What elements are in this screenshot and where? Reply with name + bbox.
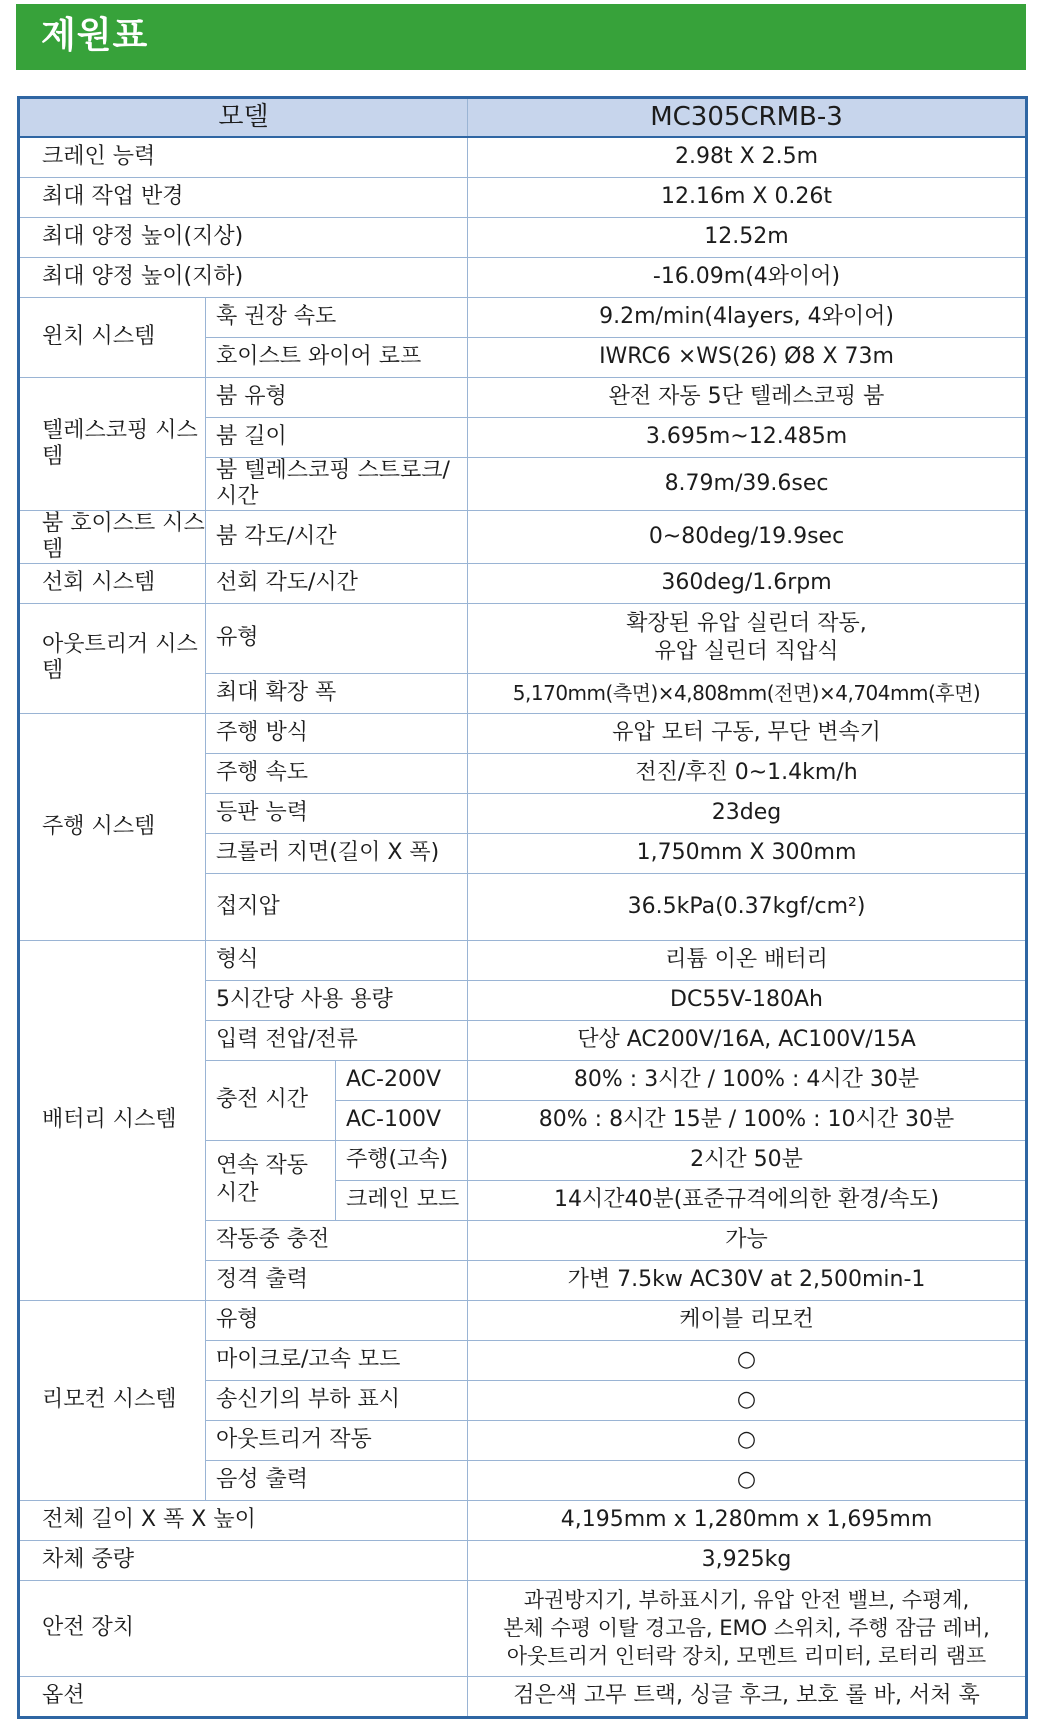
row-value: 케이블 리모컨 xyxy=(468,1300,1027,1340)
header-value: MC305CRMB-3 xyxy=(468,98,1027,137)
table-row xyxy=(19,1500,1027,1540)
row-value: 전진/후진 0~1.4km/h xyxy=(468,753,1027,793)
group-label-boom-hoist: 붐 호이스트 시스템 xyxy=(19,510,206,563)
row-value: 검은색 고무 트랙, 싱글 후크, 보호 롤 바, 서처 훅 xyxy=(468,1676,1027,1717)
table-row xyxy=(19,257,1027,297)
row-label: 최대 양정 높이(지하) xyxy=(19,257,468,297)
row-value: 14시간40분(표준규격에의한 환경/속도) xyxy=(468,1180,1027,1220)
header-row xyxy=(19,98,1027,137)
row-value: 3.695m~12.485m xyxy=(468,417,1027,457)
sub-group-label-charge: 충전 시간 xyxy=(206,1060,336,1140)
row-label: 마이크로/고속 모드 xyxy=(206,1340,468,1380)
table-row xyxy=(19,177,1027,217)
row-label: 등판 능력 xyxy=(206,793,468,833)
row-label: 유형 xyxy=(206,603,468,673)
group-label-outrigger: 아웃트리거 시스템 xyxy=(19,603,206,713)
row-label: 입력 전압/전류 xyxy=(206,1020,468,1060)
row-label: 음성 출력 xyxy=(206,1460,468,1500)
row-value: IWRC6 ×WS(26) Ø8 X 73m xyxy=(468,337,1027,377)
value-line: 아웃트리거 인터락 장치, 모멘트 리미터, 로터리 램프 xyxy=(506,1644,987,1668)
row-label: 붐 길이 xyxy=(206,417,468,457)
row-value: 80% : 3시간 / 100% : 4시간 30분 xyxy=(468,1060,1027,1100)
row-label: 크롤러 지면(길이 X 폭) xyxy=(206,833,468,873)
sub-group-label-continuous xyxy=(206,1140,336,1220)
row-value: 0~80deg/19.9sec xyxy=(468,510,1027,563)
table-row xyxy=(19,563,1027,603)
row-value: 2시간 50분 xyxy=(468,1140,1027,1180)
table-row xyxy=(19,217,1027,257)
title-banner xyxy=(16,4,1026,70)
spec-table xyxy=(17,96,1028,1719)
row-value: 1,750mm X 300mm xyxy=(468,833,1027,873)
row-value: 유압 모터 구동, 무단 변속기 xyxy=(468,713,1027,753)
row-label: 옵션 xyxy=(19,1676,468,1717)
group-label-slewing: 선회 시스템 xyxy=(19,563,206,603)
row-value: 8.79m/39.6sec xyxy=(468,457,1027,510)
row-label: 호이스트 와이어 로프 xyxy=(206,337,468,377)
value-line: 확장된 유압 실린더 작동, xyxy=(626,611,867,636)
header-label: 모델 xyxy=(19,98,468,137)
table-row xyxy=(19,1300,1027,1340)
row-value: 23deg xyxy=(468,793,1027,833)
group-label-battery: 배터리 시스템 xyxy=(19,940,206,1300)
row-value: 2.98t X 2.5m xyxy=(468,137,1027,178)
group-label-telescoping: 텔레스코핑 시스템 xyxy=(19,377,206,510)
row-label: 주행 속도 xyxy=(206,753,468,793)
row-value: 80% : 8시간 15분 / 100% : 10시간 30분 xyxy=(468,1100,1027,1140)
group-label-winch: 윈치 시스템 xyxy=(19,297,206,377)
row-value: 단상 AC200V/16A, AC100V/15A xyxy=(468,1020,1027,1060)
row-value: 가변 7.5kw AC30V at 2,500min-1 xyxy=(468,1260,1027,1300)
row-label: AC-200V xyxy=(336,1060,468,1100)
value-line: 유압 실린더 직압식 xyxy=(654,639,839,664)
row-value: 12.52m xyxy=(468,217,1027,257)
row-value xyxy=(468,603,1027,673)
row-value: 3,925kg xyxy=(468,1540,1027,1580)
row-label: 선회 각도/시간 xyxy=(206,563,468,603)
table-row xyxy=(19,377,1027,417)
table-row xyxy=(19,137,1027,178)
row-label: 접지압 xyxy=(206,873,468,940)
table-row xyxy=(19,510,1027,563)
row-value xyxy=(468,1580,1027,1676)
table-row xyxy=(19,1580,1027,1676)
row-label: 주행(고속) xyxy=(336,1140,468,1180)
row-label: 붐 유형 xyxy=(206,377,468,417)
row-value: -16.09m(4와이어) xyxy=(468,257,1027,297)
row-value: 4,195mm x 1,280mm x 1,695mm xyxy=(468,1500,1027,1540)
row-label: 안전 장치 xyxy=(19,1580,468,1676)
row-value: 가능 xyxy=(468,1220,1027,1260)
row-label: 차체 중량 xyxy=(19,1540,468,1580)
row-label: AC-100V xyxy=(336,1100,468,1140)
table-row xyxy=(19,603,1027,673)
row-value: ○ xyxy=(468,1420,1027,1460)
value-line: 본체 수평 이탈 경고음, EMO 스위치, 주행 잠금 레버, xyxy=(503,1616,990,1640)
row-label: 형식 xyxy=(206,940,468,980)
row-label: 정격 출력 xyxy=(206,1260,468,1300)
row-label: 최대 양정 높이(지상) xyxy=(19,217,468,257)
row-value: ○ xyxy=(468,1380,1027,1420)
label-line: 연속 작동 xyxy=(216,1153,309,1178)
row-value: 36.5kPa(0.37kgf/cm²) xyxy=(468,873,1027,940)
row-value: 5,170mm(측면)×4,808mm(전면)×4,704mm(후면) xyxy=(468,673,1027,713)
row-value: 완전 자동 5단 텔레스코핑 붐 xyxy=(468,377,1027,417)
row-label: 최대 확장 폭 xyxy=(206,673,468,713)
value-line: 과권방지기, 부하표시기, 유압 안전 밸브, 수평계, xyxy=(523,1588,970,1612)
row-label: 최대 작업 반경 xyxy=(19,177,468,217)
row-label: 붐 각도/시간 xyxy=(206,510,468,563)
row-value: 12.16m X 0.26t xyxy=(468,177,1027,217)
group-label-travel: 주행 시스템 xyxy=(19,713,206,940)
page-title: 제원표 xyxy=(41,15,149,56)
row-label: 유형 xyxy=(206,1300,468,1340)
row-value: ○ xyxy=(468,1340,1027,1380)
row-label: 전체 길이 X 폭 X 높이 xyxy=(19,1500,468,1540)
group-label-remote: 리모컨 시스템 xyxy=(19,1300,206,1500)
row-value: 리튬 이온 배터리 xyxy=(468,940,1027,980)
row-label: 작동중 충전 xyxy=(206,1220,468,1260)
row-value: 9.2m/min(4layers, 4와이어) xyxy=(468,297,1027,337)
row-value: ○ xyxy=(468,1460,1027,1500)
row-label: 5시간당 사용 용량 xyxy=(206,980,468,1020)
row-label: 붐 텔레스코핑 스트로크/시간 xyxy=(206,457,468,510)
row-label: 크레인 모드 xyxy=(336,1180,468,1220)
row-value: 360deg/1.6rpm xyxy=(468,563,1027,603)
row-label: 송신기의 부하 표시 xyxy=(206,1380,468,1420)
table-row xyxy=(19,940,1027,980)
table-row xyxy=(19,297,1027,337)
table-row xyxy=(19,1540,1027,1580)
row-label: 아웃트리거 작동 xyxy=(206,1420,468,1460)
row-label: 크레인 능력 xyxy=(19,137,468,178)
table-row xyxy=(19,713,1027,753)
row-label: 훅 권장 속도 xyxy=(206,297,468,337)
label-line: 시간 xyxy=(216,1181,259,1206)
table-row xyxy=(19,1676,1027,1717)
row-label: 주행 방식 xyxy=(206,713,468,753)
row-value: DC55V-180Ah xyxy=(468,980,1027,1020)
